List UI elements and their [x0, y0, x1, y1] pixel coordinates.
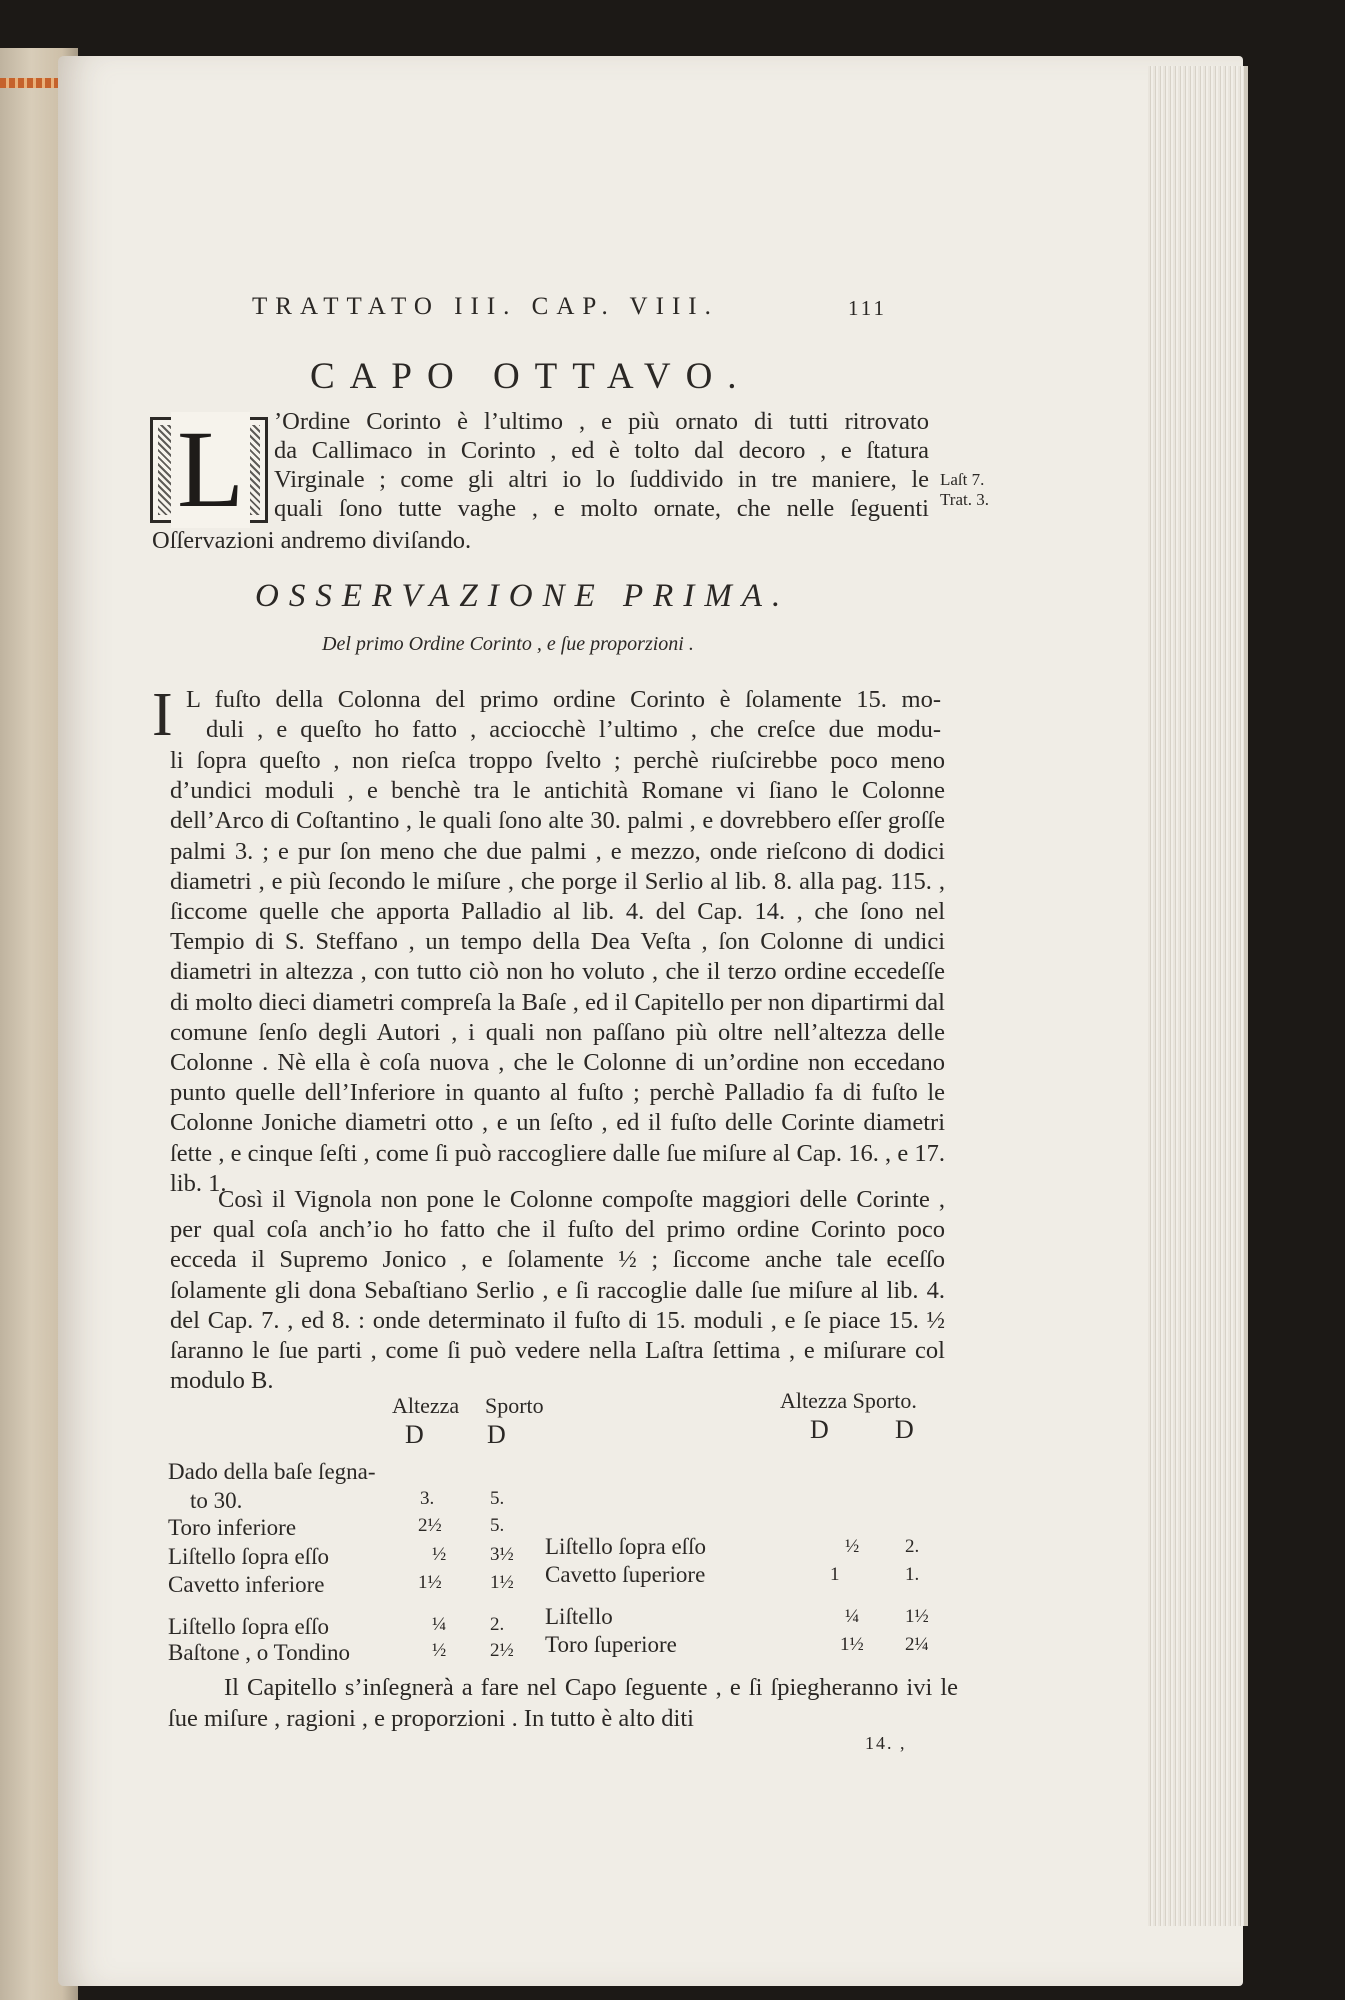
table-value-altezza: ½: [432, 1544, 447, 1565]
body-paragraph: li ſopra queſto , non rieſca troppo ſvelto ; perchè riuſcirebbe poco meno d’undici moduli , e benchè tra le antichità Romane vi ſiano le Colonne dell’Arco di Coſtantino , le quali ſono alte 30. palmi , e dovrebbero eſſer groſſe palmi 3. ; e pur ſon meno che due palmi , e mezzo, onde rieſcono di dodici diametri , e più ſecondo le miſure , che porge il Serlio al lib. 8. alla pag. 115. , ſiccome quelle che apporta Palladio al lib. 4. del Cap. 14. , che ſono nel Tempio di S. Steffano , un tempo della Dea Veſta , ſon Colonne di undici diametri in altezza , con tutto ciò non ho voluto , che il terzo ordine eccedeſſe di molto dieci diametri compreſa la Baſe , ed il Capitello per non dipartirmi dal comune ſenſo degli Autori , i quali non paſſano più oltre nell’altezza delle Colonne . Nè ella è coſa nuova , che le Colonne di un’ordine non eccedano punto quelle dell’Inferiore in quanto al fuſto ; perchè Palladio fa di fuſto le Colonne Joniche diametri otto , e un ſeſto , ed il fuſto delle Corinte diametri ſette , e cinque ſeſti , come ſi può raccogliere dalle ſue miſure al Cap. 16. , e 17. lib. 1.: [170, 747, 945, 1197]
unit-d: D: [810, 1415, 829, 1444]
observation-title: OSSERVAZIONE PRIMA.: [255, 578, 791, 614]
margin-note: Laſt 7.: [940, 470, 985, 489]
observation-subtitle: Del primo Ordine Corinto , e ſue proporzioni .: [322, 633, 694, 655]
unit-d: D: [895, 1415, 914, 1444]
unit-d: D: [487, 1420, 506, 1449]
table-row-label: to 30.: [190, 1488, 243, 1513]
table-row-label: Toro inferiore: [168, 1515, 297, 1540]
ornamental-initial: [150, 408, 268, 530]
table-value-sporto: 1½: [905, 1606, 929, 1627]
intro-line: quali ſono tutte vaghe , e molto ornate, che nelle ſeguenti: [274, 495, 929, 522]
table-value-altezza: 1½: [418, 1572, 442, 1593]
page-number: 111: [848, 296, 887, 320]
intro-line: da Callimaco in Corinto , ed è tolto dal decoro , e ſtatura: [274, 437, 929, 464]
table-row-label: Toro ſuperiore: [545, 1632, 677, 1657]
table-value-sporto: 1.: [905, 1564, 920, 1585]
initial-letter: L: [171, 412, 250, 528]
table-value-altezza: ¼: [845, 1606, 860, 1627]
table-value-sporto: 2½: [490, 1640, 514, 1661]
table-value-altezza: ½: [845, 1536, 860, 1557]
table-value-sporto: 5.: [490, 1515, 505, 1536]
table-row-label: Cavetto ſuperiore: [545, 1562, 706, 1587]
body-line: L fuſto della Colonna del primo ordine Corinto è ſolamente 15. mo-: [186, 686, 941, 713]
catchword: 14. ,: [865, 1733, 907, 1753]
unit-d: D: [405, 1420, 424, 1449]
table-value-altezza: 2½: [418, 1515, 442, 1536]
col-altezza-sporto-right: Altezza Sporto.: [780, 1388, 917, 1413]
closing-paragraph: Il Capitello s’inſegnerà a fare nel Capo ſeguente , e ſi ſpiegheranno ivi le ſue miſure , ragioni , e proporzioni . In tutto è alto diti: [168, 1674, 958, 1732]
intro-last-line: Oſſervazioni andremo diviſando.: [152, 527, 472, 554]
col-altezza: Altezza: [392, 1393, 460, 1418]
table-value-altezza: ½: [432, 1640, 447, 1661]
table-value-sporto: 3½: [490, 1544, 514, 1565]
table-value-sporto: 2.: [905, 1536, 920, 1557]
body-line: duli , e queſto ho fatto , acciocchè l’ultimo , che creſce due modu-: [206, 716, 941, 743]
body-paragraph: Così il Vignola non pone le Colonne compoſte maggiori delle Corinte , per qual coſa anch’io ho fatto che il fuſto del primo ordine Corinto poco ecceda il Supremo Jonico , e ſolamente ½ ; ſiccome anche tale eceſſo ſolamente gli dona Sebaſtiano Serlio , e ſi raccoglie dalle ſue miſure al lib. 4. del Cap. 7. , ed 8. : onde determinato il fuſto di 15. moduli , e ſe piace 15. ½ ſaranno le ſue parti , come ſi può vedere nella Laſtra ſettima , e miſurare col modulo B.: [170, 1186, 945, 1395]
page-stack-edge: [1148, 66, 1248, 1926]
table-value-altezza: 1½: [840, 1634, 864, 1655]
table-value-sporto: 2.: [490, 1614, 505, 1635]
col-sporto: Sporto: [485, 1393, 544, 1418]
table-row-label: Liſtello ſopra eſſo: [168, 1614, 329, 1639]
table-value-sporto: 1½: [490, 1572, 514, 1593]
table-row-label: Liſtello ſopra eſſo: [168, 1544, 329, 1569]
intro-line: ’Ordine Corinto è l’ultimo , e più ornato di tutti ritrovato: [274, 408, 929, 435]
intro-line: Virginale ; come gli altri io lo ſuddivido in tre maniere, le: [274, 466, 929, 493]
table-row-label: Dado della baſe ſegna-: [168, 1459, 376, 1484]
table-row-label: Cavetto inferiore: [168, 1572, 325, 1597]
body-initial: I: [152, 681, 173, 749]
table-value-altezza: 3.: [420, 1488, 435, 1509]
chapter-title: CAPO OTTAVO.: [310, 356, 752, 397]
table-row-label: Liſtello: [545, 1604, 613, 1629]
table-row-label: Liſtello ſopra eſſo: [545, 1534, 706, 1559]
table-value-sporto: 5.: [490, 1488, 505, 1509]
table-row-label: Baſtone , o Tondino: [168, 1640, 350, 1665]
table-value-sporto: 2¼: [905, 1634, 929, 1655]
running-head: TRATTATO III. CAP. VIII.: [252, 293, 719, 320]
table-value-altezza: ¼: [432, 1614, 447, 1635]
margin-note: Trat. 3.: [940, 490, 989, 509]
table-value-altezza: 1: [830, 1564, 840, 1585]
